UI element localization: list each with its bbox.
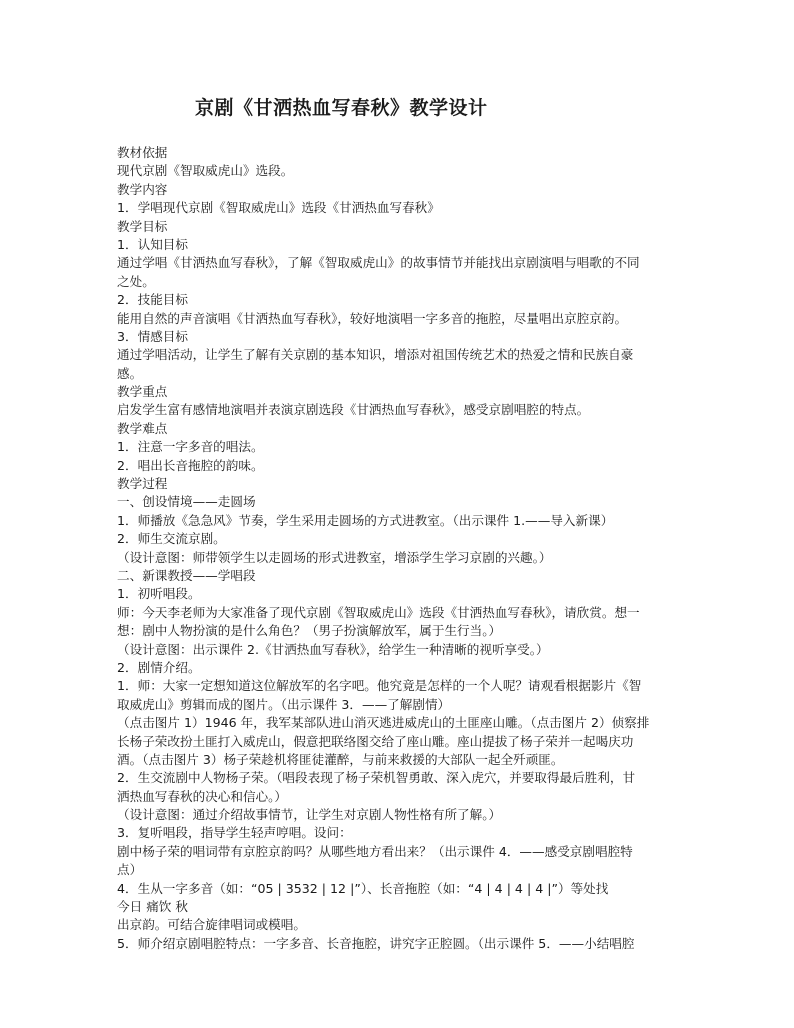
body-line: 启发学生富有感情地演唱并表演京剧选段《甘洒热血写春秋》，感受京剧唱腔的特点。 xyxy=(117,402,590,418)
body-line: 感。 xyxy=(117,365,143,381)
design-note: （设计意图：师带领学生以走圆场的形式进教室，增添学生学习京剧的兴趣。） xyxy=(117,549,552,565)
body-line: 1．注意一字多音的唱法。 xyxy=(117,439,264,455)
document-body xyxy=(117,144,687,953)
body-line: 取威虎山》剪辑而成的图片。（出示课件 3．——了解剧情） xyxy=(117,696,451,712)
sub-heading: 3．情感目标 xyxy=(117,328,188,344)
body-line: 2．生交流剧中人物杨子荣。（唱段表现了杨子荣机智勇敢、深入虎穴，并要取得最后胜利，甘 xyxy=(117,770,636,786)
section-heading: 教学过程 xyxy=(117,476,168,492)
body-line: 2．剧情介绍。 xyxy=(117,659,201,675)
body-line: 想：剧中人物扮演的是什么角色？（男子扮演解放军，属于生行当。） xyxy=(117,623,502,639)
sub-heading: 2．技能目标 xyxy=(117,292,188,308)
section-heading: 教学难点 xyxy=(117,420,168,436)
body-line: 2．唱出长音拖腔的韵味。 xyxy=(117,457,264,473)
body-line: 1．初听唱段。 xyxy=(117,586,201,602)
section-heading: 教学目标 xyxy=(117,218,168,234)
section-heading: 教学重点 xyxy=(117,384,168,400)
sub-heading: 二、新课教授——学唱段 xyxy=(117,567,256,583)
body-line: 长杨子荣改扮土匪打入威虎山，假意把联络图交给了座山雕。座山提拔了杨子荣并一起喝庆功 xyxy=(117,733,634,749)
section-heading: 教学内容 xyxy=(117,181,168,197)
body-line: 洒热血写春秋的决心和信心。） xyxy=(117,788,288,804)
body-line: 1．师播放《急急风》节奏，学生采用走圆场的方式进教室。（出示课件 1.——导入新课） xyxy=(117,512,614,528)
body-line: 酒。（点击图片 3）杨子荣趁机将匪徒灌醉，与前来救援的大部队一起全歼顽匪。 xyxy=(117,751,564,767)
body-line: 现代京剧《智取威虎山》选段。 xyxy=(117,163,294,179)
body-line: 能用自然的声音演唱《甘洒热血写春秋》，较好地演唱一字多音的拖腔，尽量唱出京腔京韵。 xyxy=(117,310,628,326)
design-note: （设计意图：出示课件 2.《甘洒热血写春秋》，给学生一种清晰的视听享受。） xyxy=(117,641,549,657)
body-line: 3．复听唱段，指导学生轻声哼唱。设问： xyxy=(117,825,352,841)
section-heading: 教材依据 xyxy=(117,145,168,160)
body-line: 2．师生交流京剧。 xyxy=(117,531,226,547)
body-line: （点击图片 1）1946 年，我军某部队进山消灭逃进威虎山的土匪座山雕。（点击图片 2）侦察排 xyxy=(117,715,650,731)
sub-heading: 一、创设情境——走圆场 xyxy=(117,494,256,510)
sub-heading: 1．认知目标 xyxy=(117,236,188,252)
document-title: 京剧《甘洒热血写春秋》教学设计 xyxy=(195,97,488,119)
body-line: 出京韵。可结合旋律唱词或模唱。 xyxy=(117,917,306,933)
body-line: 5．师介绍京剧唱腔特点：一字多音、长音拖腔，讲究字正腔圆。（出示课件 5．——小结唱腔 xyxy=(117,935,635,951)
body-line: 点） xyxy=(117,862,143,878)
body-line: 4．生从一字多音（如：“05 | 3532 | 12 |”）、长音拖腔（如：“4 | 4 | 4 | 4 |”）等处找 xyxy=(117,880,609,896)
body-line: 剧中杨子荣的唱词带有京腔京韵吗？从哪些地方看出来？（出示课件 4．——感受京剧唱腔特 xyxy=(117,843,633,859)
lyric-line: 今日 痛饮 秋 xyxy=(117,899,188,915)
body-line: 通过学唱活动，让学生了解有关京剧的基本知识，增添对祖国传统艺术的热爱之情和民族自豪 xyxy=(117,347,634,363)
body-line: 1．学唱现代京剧《智取威虎山》选段《甘洒热血写春秋》 xyxy=(117,200,440,216)
body-line: 师：今天李老师为大家准备了现代京剧《智取威虎山》选段《甘洒热血写春秋》，请欣赏。想一 xyxy=(117,604,640,620)
body-line: 通过学唱《甘洒热血写春秋》，了解《智取威虎山》的故事情节并能找出京剧演唱与唱歌的不同 xyxy=(117,255,640,271)
design-note: （设计意图：通过介绍故事情节，让学生对京剧人物性格有所了解。） xyxy=(117,807,502,823)
body-line: 1．师：大家一定想知道这位解放军的名字吧。他究竟是怎样的一个人呢？请观看根据影片《智 xyxy=(117,678,642,694)
body-line: 之处。 xyxy=(117,273,155,289)
